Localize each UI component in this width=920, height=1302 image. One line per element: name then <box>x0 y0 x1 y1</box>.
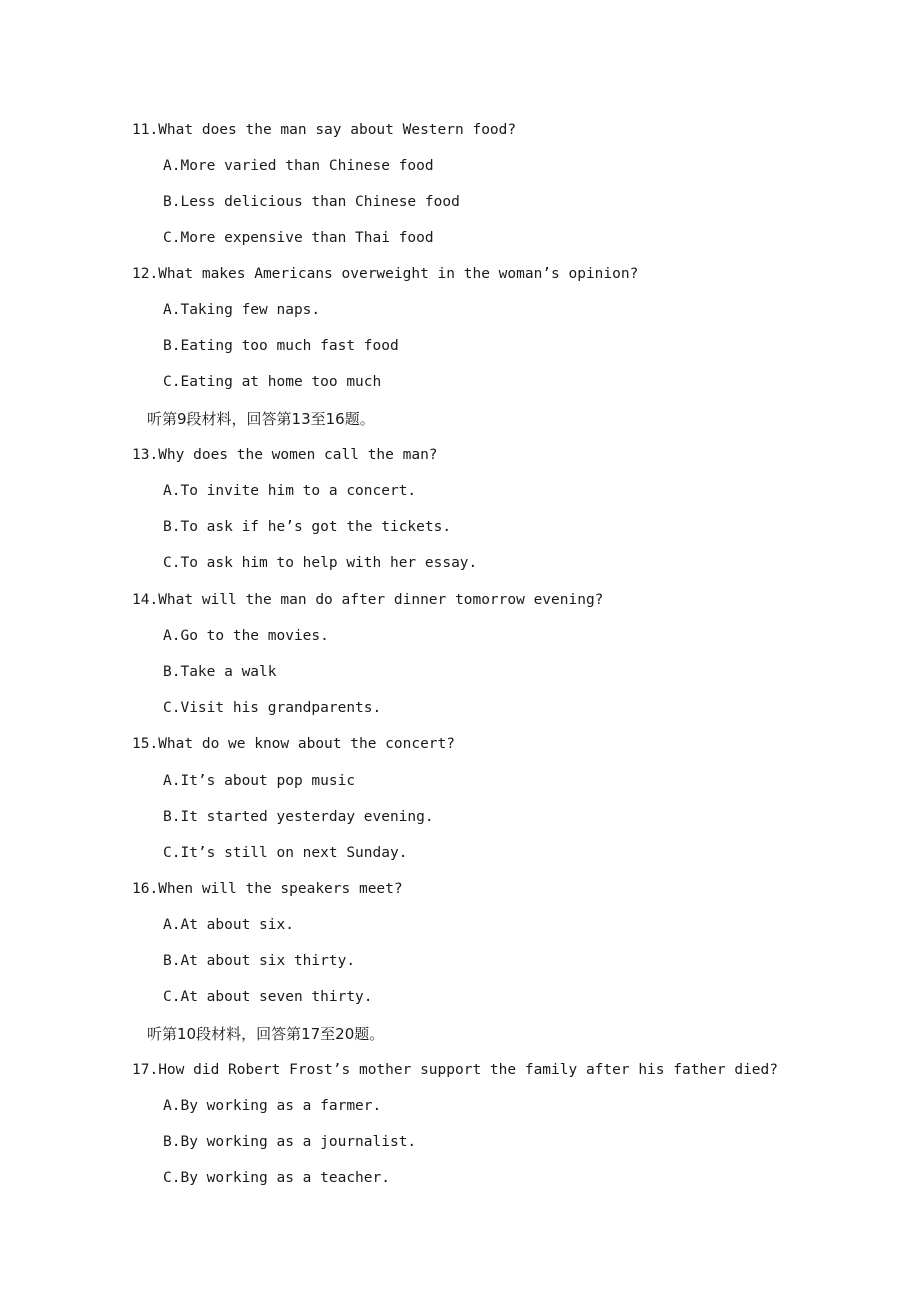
option-14c: C.Visit his grandparents. <box>163 700 382 716</box>
question-16: 16.When will the speakers meet? <box>132 881 403 897</box>
option-13a: A.To invite him to a concert. <box>163 483 417 499</box>
option-12c: C.Eating at home too much <box>163 374 382 390</box>
option-11a: A.More varied than Chinese food <box>163 158 434 174</box>
question-14: 14.What will the man do after dinner tomorrow evening? <box>132 592 604 608</box>
option-12a: A.Taking few naps. <box>163 302 321 318</box>
option-17c: C.By working as a teacher. <box>163 1170 390 1186</box>
option-16a: A.At about six. <box>163 917 294 933</box>
option-13b: B.To ask if he’s got the tickets. <box>163 519 452 535</box>
question-12: 12.What makes Americans overweight in the woman’s opinion? <box>132 266 639 282</box>
option-11c: C.More expensive than Thai food <box>163 230 434 246</box>
option-17a: A.By working as a farmer. <box>163 1098 382 1114</box>
option-14a: A.Go to the movies. <box>163 628 329 644</box>
option-13c: C.To ask him to help with her essay. <box>163 555 478 571</box>
option-15a: A.It’s about pop music <box>163 773 356 789</box>
option-15b: B.It started yesterday evening. <box>163 809 434 825</box>
option-16b: B.At about six thirty. <box>163 953 356 969</box>
option-12b: B.Eating too much fast food <box>163 338 399 354</box>
option-16c: C.At about seven thirty. <box>163 989 373 1005</box>
question-11: 11.What does the man say about Western food? <box>132 122 517 138</box>
question-15: 15.What do we know about the concert? <box>132 736 456 752</box>
question-13: 13.Why does the women call the man? <box>132 447 438 463</box>
section-heading-9: 听第9段材料，回答第13至16题。 <box>147 410 375 428</box>
option-14b: B.Take a walk <box>163 664 277 680</box>
option-17b: B.By working as a journalist. <box>163 1134 417 1150</box>
question-17: 17.How did Robert Frost’s mother support the family after his father died? <box>132 1062 779 1078</box>
section-heading-10: 听第10段材料，回答第17至20题。 <box>147 1025 385 1043</box>
option-15c: C.It’s still on next Sunday. <box>163 845 408 861</box>
option-11b: B.Less delicious than Chinese food <box>163 194 460 210</box>
